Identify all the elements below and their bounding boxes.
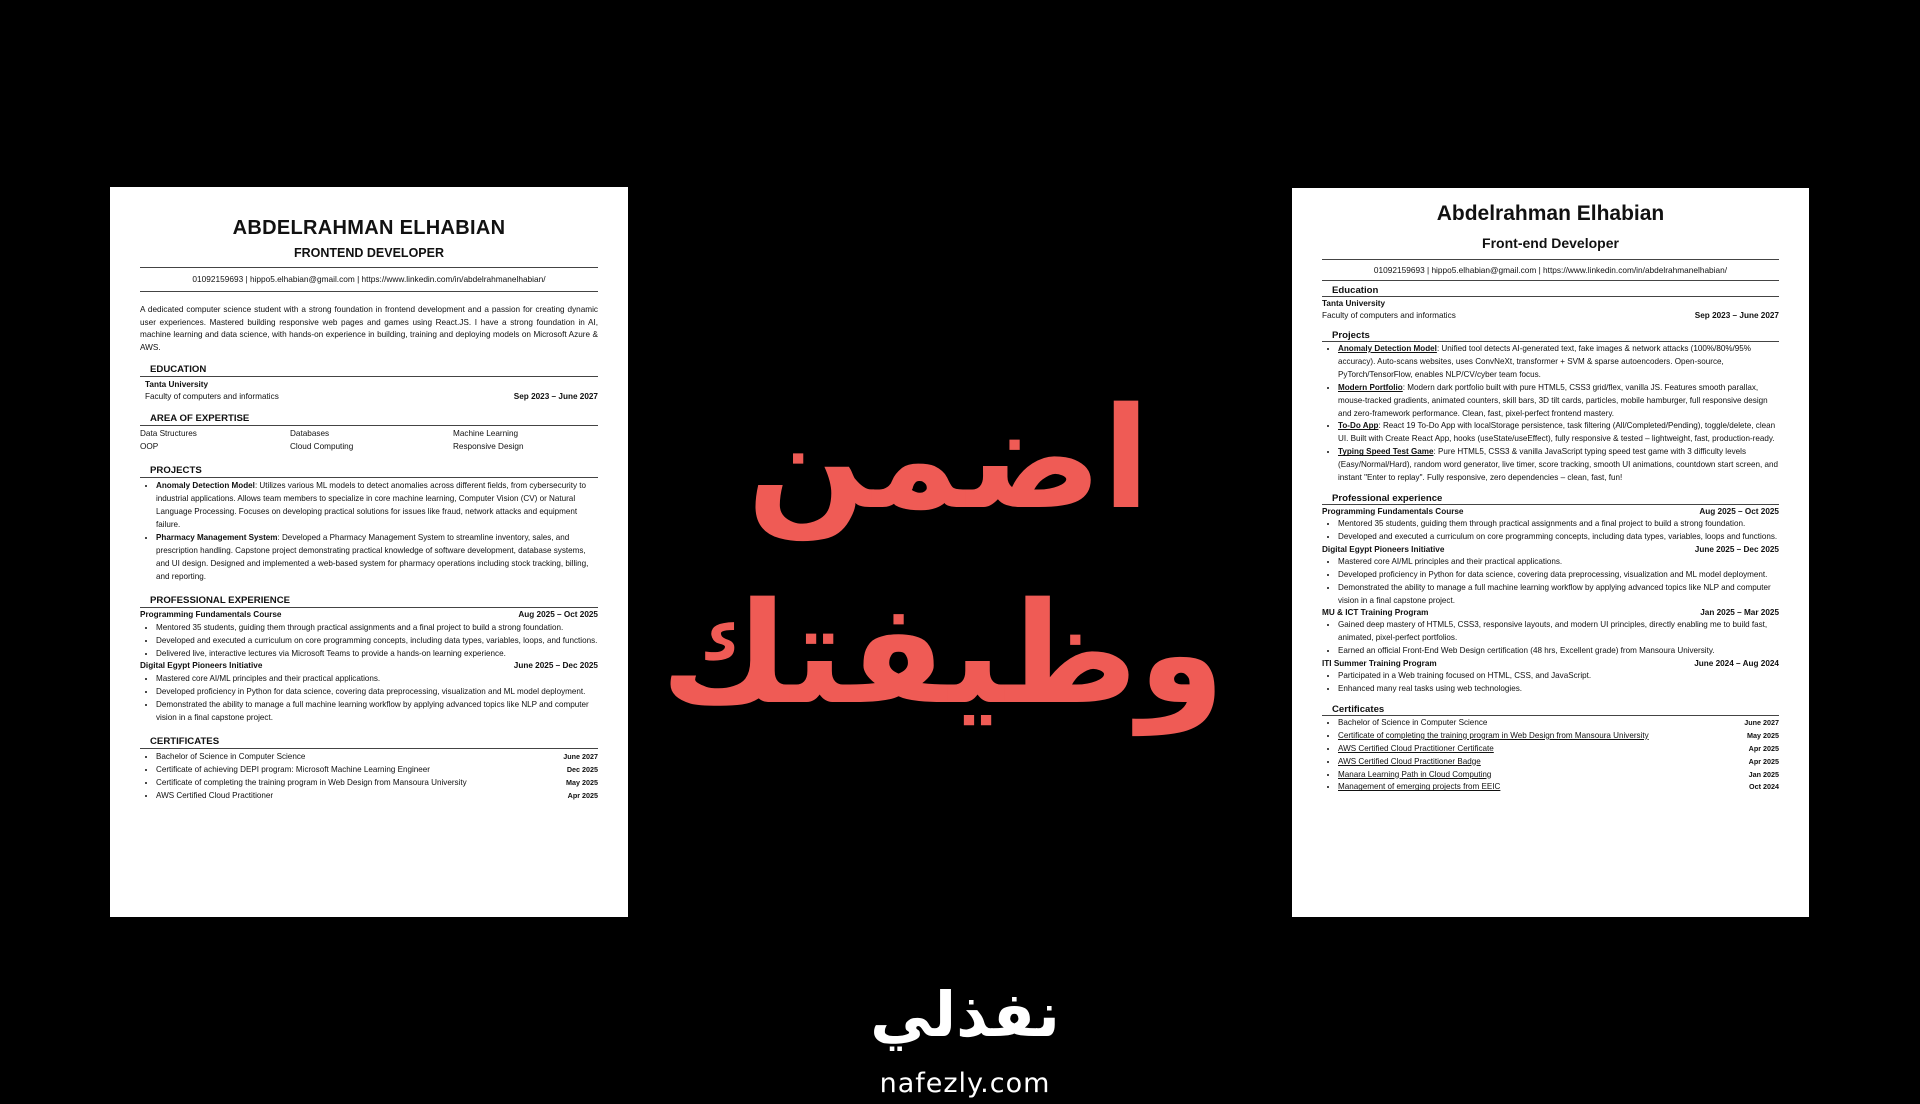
job-bullets [140,621,598,660]
job-dates: June 2025 – Dec 2025 [1694,544,1779,554]
faculty: Faculty of computers and informatics [145,392,279,401]
list-item [1338,382,1779,421]
headline-line-2: وظيفتك [660,573,1225,736]
list-item [1338,420,1779,446]
job-dates: Aug 2025 – Oct 2025 [1699,506,1779,516]
divider [140,425,598,426]
list-item: • Mentored 35 students, guiding them through practical assignments and a final project to build a strong foundation. [156,621,598,634]
resume-title: FRONTEND DEVELOPER [293,246,444,260]
list-item: • Enhanced many real tasks using web technologies. [1338,683,1779,696]
project-link[interactable]: Anomaly Detection Model [1338,344,1437,353]
list-item: • Developed and executed a curriculum on core programming concepts, including data types, variables, loops and functions. [1338,531,1779,544]
list-item [1338,743,1779,756]
certificate-date: May 2025 [1747,730,1779,740]
job-bullets [1322,670,1779,696]
list-item: • Demonstrated the ability to manage a full machine learning workflow by applying advanced topics like NLP and computer vision in a final capstone project. [156,698,598,724]
job-header [1322,607,1779,619]
job-header [140,660,598,672]
list-item: • Gained deep mastery of HTML5, CSS3, responsive layouts, and modern UI principles, directly enabling me to build fast, animated, pixel-perfect portfolios. [1338,619,1779,645]
divider [140,477,598,478]
job-dates: Jan 2025 – Mar 2025 [1700,608,1779,618]
divider [140,267,598,268]
expertise-grid [140,428,598,453]
project-name: Pharmacy Management System [156,533,278,542]
list-item [156,776,598,789]
job-dates: June 2024 – Aug 2024 [1694,659,1779,669]
certificate-date: Apr 2025 [1748,756,1779,766]
list-item [156,789,598,802]
certificate-date: June 2027 [1744,717,1779,727]
divider [140,607,598,608]
list-item: • Mastered core AI/ML principles and their practical applications. [156,672,598,685]
list-item: • Delivered live, interactive lectures via Microsoft Teams to provide a hands-on learning experience. [156,647,598,660]
list-item: • Mentored 35 students, guiding them through practical assignments and a final project to build a strong foundation. [1338,518,1779,531]
expertise-item: OOP [140,441,159,451]
list-item [1338,769,1779,782]
job-bullets [1322,619,1779,658]
list-item [1338,717,1779,730]
expertise-item: Databases [290,429,330,438]
expertise-item: Machine Learning [453,429,519,438]
resume-left [110,187,628,917]
list-item [1338,781,1779,794]
job-bullets [140,672,598,724]
project-description: : Unified tool detects AI-generated text, fake images & network attacks (100%/80%/95% accuracy). Auto-scans websites, uses ConvNeXt, transformer + SVM & sparse autoencoders. Open-source, PyTorch/TensorFlow, enables NLP/CV/cyber team focus. [1338,344,1751,379]
list-item [156,763,598,776]
certificate-date: Apr 2025 [1748,743,1779,753]
job-role: MU & ICT Training Program [1322,608,1429,618]
divider [1322,715,1779,716]
divider [1322,296,1779,297]
certificate-link[interactable]: • AWS Certified Cloud Practitioner Badge [1338,756,1481,766]
list-item [1338,730,1779,743]
certificate-name: • Bachelor of Science in Computer Science [1338,717,1488,727]
certificate-name: • Certificate of achieving DEPI program: Microsoft Machine Learning Engineer [156,765,430,774]
job-header [140,609,598,621]
expertise-item: Data Structures [140,429,197,438]
job-dates: Aug 2025 – Oct 2025 [518,610,598,619]
resume-name: Abdelrahman Elhabian [1436,202,1665,225]
list-item [1338,343,1779,382]
divider [140,376,598,377]
list-item [156,750,598,763]
section-heading-education: EDUCATION [150,364,207,375]
divider [1322,504,1779,505]
summary: A dedicated computer science student with a strong foundation in frontend development and a passion for creating dynamic user experiences. Mastered building responsive web pages and games using React.JS. I have a strong foundation in AI, machine learning and data science, with hands-on experience in building, training and deploying models on Microsoft Azure & AWS. [140,305,598,352]
list-item [156,479,598,531]
certificate-link[interactable]: • Manara Learning Path in Cloud Computing [1338,769,1492,779]
job-dates: June 2025 – Dec 2025 [513,661,598,670]
project-description: : Developed a Pharmacy Management System to streamline inventory, sales, and prescription handling. Capstone project demonstrating practical knowledge of software development, database systems, and UI design. Designed and implemented a web-based system for pharmacy operations including stock tracking, billing, and reporting. [156,533,589,581]
list-item: • Earned an official Front-End Web Design certification (48 hrs, Excellent grade) from Mansoura University. [1338,645,1779,658]
job-header [1322,506,1779,518]
certificates-list [140,750,598,802]
section-heading-education: Education [1332,285,1379,296]
expertise-item: Cloud Computing [290,441,354,451]
list-item: • Developed and executed a curriculum on core programming concepts, including data types, variables, loops, and functions. [156,634,598,647]
divider [140,748,598,749]
job-role: Digital Egypt Pioneers Initiative [1322,544,1445,554]
certificate-date: Oct 2024 [1749,782,1779,792]
university: Tanta University [1322,299,1386,308]
list-item [156,531,598,583]
project-description: : React 19 To-Do App with localStorage persistence, task filtering (All/Completed/Pending), toggle/delete, clean UI. Built with Create React App, hooks (useState/useEffect), fully responsive & tested – lightweight, fast, production-ready. [1338,421,1776,444]
section-heading-certificates: Certificates [1332,703,1385,715]
list-item [1338,756,1779,769]
project-link[interactable]: To-Do App [1338,421,1379,431]
certificate-link[interactable]: • AWS Certified Cloud Practitioner Certificate [1338,743,1494,753]
project-link[interactable]: Modern Portfolio [1338,382,1403,392]
project-description: : Modern dark portfolio built with pure HTML5, CSS3 grid/flex, vanilla JS. Features smooth parallax, mouse-tracked gradients, animated counters, skill bars, 3D tilt cards, particles, mobile hamburger, full responsive design and zero-framework performance. Clean, fast, pixel-perfect frontend mastery. [1338,382,1768,418]
job-role: ITI Summer Training Program [1322,659,1437,669]
certificate-date: Jan 2025 [1748,769,1779,779]
project-name: Anomaly Detection Model [156,481,255,490]
project-description: : Pure HTML5, CSS3 & vanilla JavaScript typing speed test game with 3 difficulty levels (Easy/Normal/Hard), random word generator, live timer, score tracking, smooth UI animations, countdown start screen, and instant "Enter to replay". Fully responsive, zero dependencies – clean, fast, fun! [1338,447,1778,483]
job-bullets [1322,556,1779,608]
divider [140,291,598,292]
certificate-link[interactable]: • Certificate of completing the training program in Web Design from Mansoura University [1338,730,1649,740]
university: Tanta University [145,380,209,389]
certificate-name: • Bachelor of Science in Computer Science [156,752,306,761]
job-role: Digital Egypt Pioneers Initiative [140,661,263,670]
headline-line-1: اضمن [746,378,1150,541]
certificate-date: June 2027 [563,752,598,761]
section-heading-experience: PROFESSIONAL EXPERIENCE [150,595,291,606]
certificate-date: Apr 2025 [567,791,598,800]
section-heading-certificates: CERTIFICATES [150,736,220,747]
divider [1322,341,1779,342]
certificate-name: • Certificate of completing the training program in Web Design from Mansoura University [156,778,467,787]
list-item: • Mastered core AI/ML principles and their practical applications. [1338,556,1779,569]
divider [1322,259,1779,260]
brand-url: nafezly.com [879,1068,1051,1099]
section-heading-projects: PROJECTS [150,465,202,476]
contact-line: 01092159693 | hippo5.elhabian@gmail.com | https://www.linkedin.com/in/abdelrahmanelhabian/ [192,274,546,284]
list-item: • Developed proficiency in Python for data science, covering data preprocessing, visualization and ML model deployment. [156,685,598,698]
job-header [1322,544,1779,556]
certificates-list [1322,717,1779,794]
job-role: Programming Fundamentals Course [140,610,282,619]
faculty: Faculty of computers and informatics [1322,311,1456,320]
project-description: : Utilizes various ML models to detect anomalies across different fields, from cybersecurity to industrial applications. Allows team members to specialize in core machine learning, Computer Vision (CV) or Natural Language Processing. Focuses on developing practical solutions for issues like fraud, network attacks and equipment failure. [156,481,587,529]
job-role: Programming Fundamentals Course [1322,506,1464,516]
certificate-date: Dec 2025 [566,765,598,774]
section-heading-projects: Projects [1332,330,1370,341]
education-dates: Sep 2023 – June 2027 [1694,311,1779,320]
resume-title: Front-end Developer [1482,235,1619,251]
job-header [1322,658,1779,670]
contact-line: 01092159693 | hippo5.elhabian@gmail.com | https://www.linkedin.com/in/abdelrahmanelhabian/ [1373,265,1728,275]
section-heading-experience: Professional experience [1332,492,1443,504]
list-item: • Developed proficiency in Python for data science, covering data preprocessing, visualization and ML model deployment. [1338,569,1779,582]
divider [1322,280,1779,281]
job-bullets [1322,518,1779,544]
expertise-item: Responsive Design [453,441,524,451]
brand-logo-arabic: نفذلي [870,978,1060,1051]
projects-list [140,479,598,583]
education-row [140,391,598,403]
resume-name: ABDELRAHMAN ELHABIAN [232,217,506,239]
resume-right [1292,188,1809,917]
education-row [1322,310,1779,322]
certificate-name: • AWS Certified Cloud Practitioner [156,791,274,800]
projects-list [1322,343,1779,485]
list-item: • Participated in a Web training focused on HTML, CSS, and JavaScript. [1338,670,1779,683]
list-item: • Demonstrated the ability to manage a full machine learning workflow by applying advanced topics like NLP and computer vision in a final capstone project. [1338,582,1779,608]
education-dates: Sep 2023 – June 2027 [513,392,598,401]
certificate-link[interactable]: • Management of emerging projects from EEIC [1338,782,1501,792]
certificate-date: May 2025 [566,778,598,787]
list-item [1338,446,1779,485]
project-link[interactable]: Typing Speed Test Game [1338,447,1434,457]
section-heading-expertise: AREA OF EXPERTISE [150,413,250,424]
